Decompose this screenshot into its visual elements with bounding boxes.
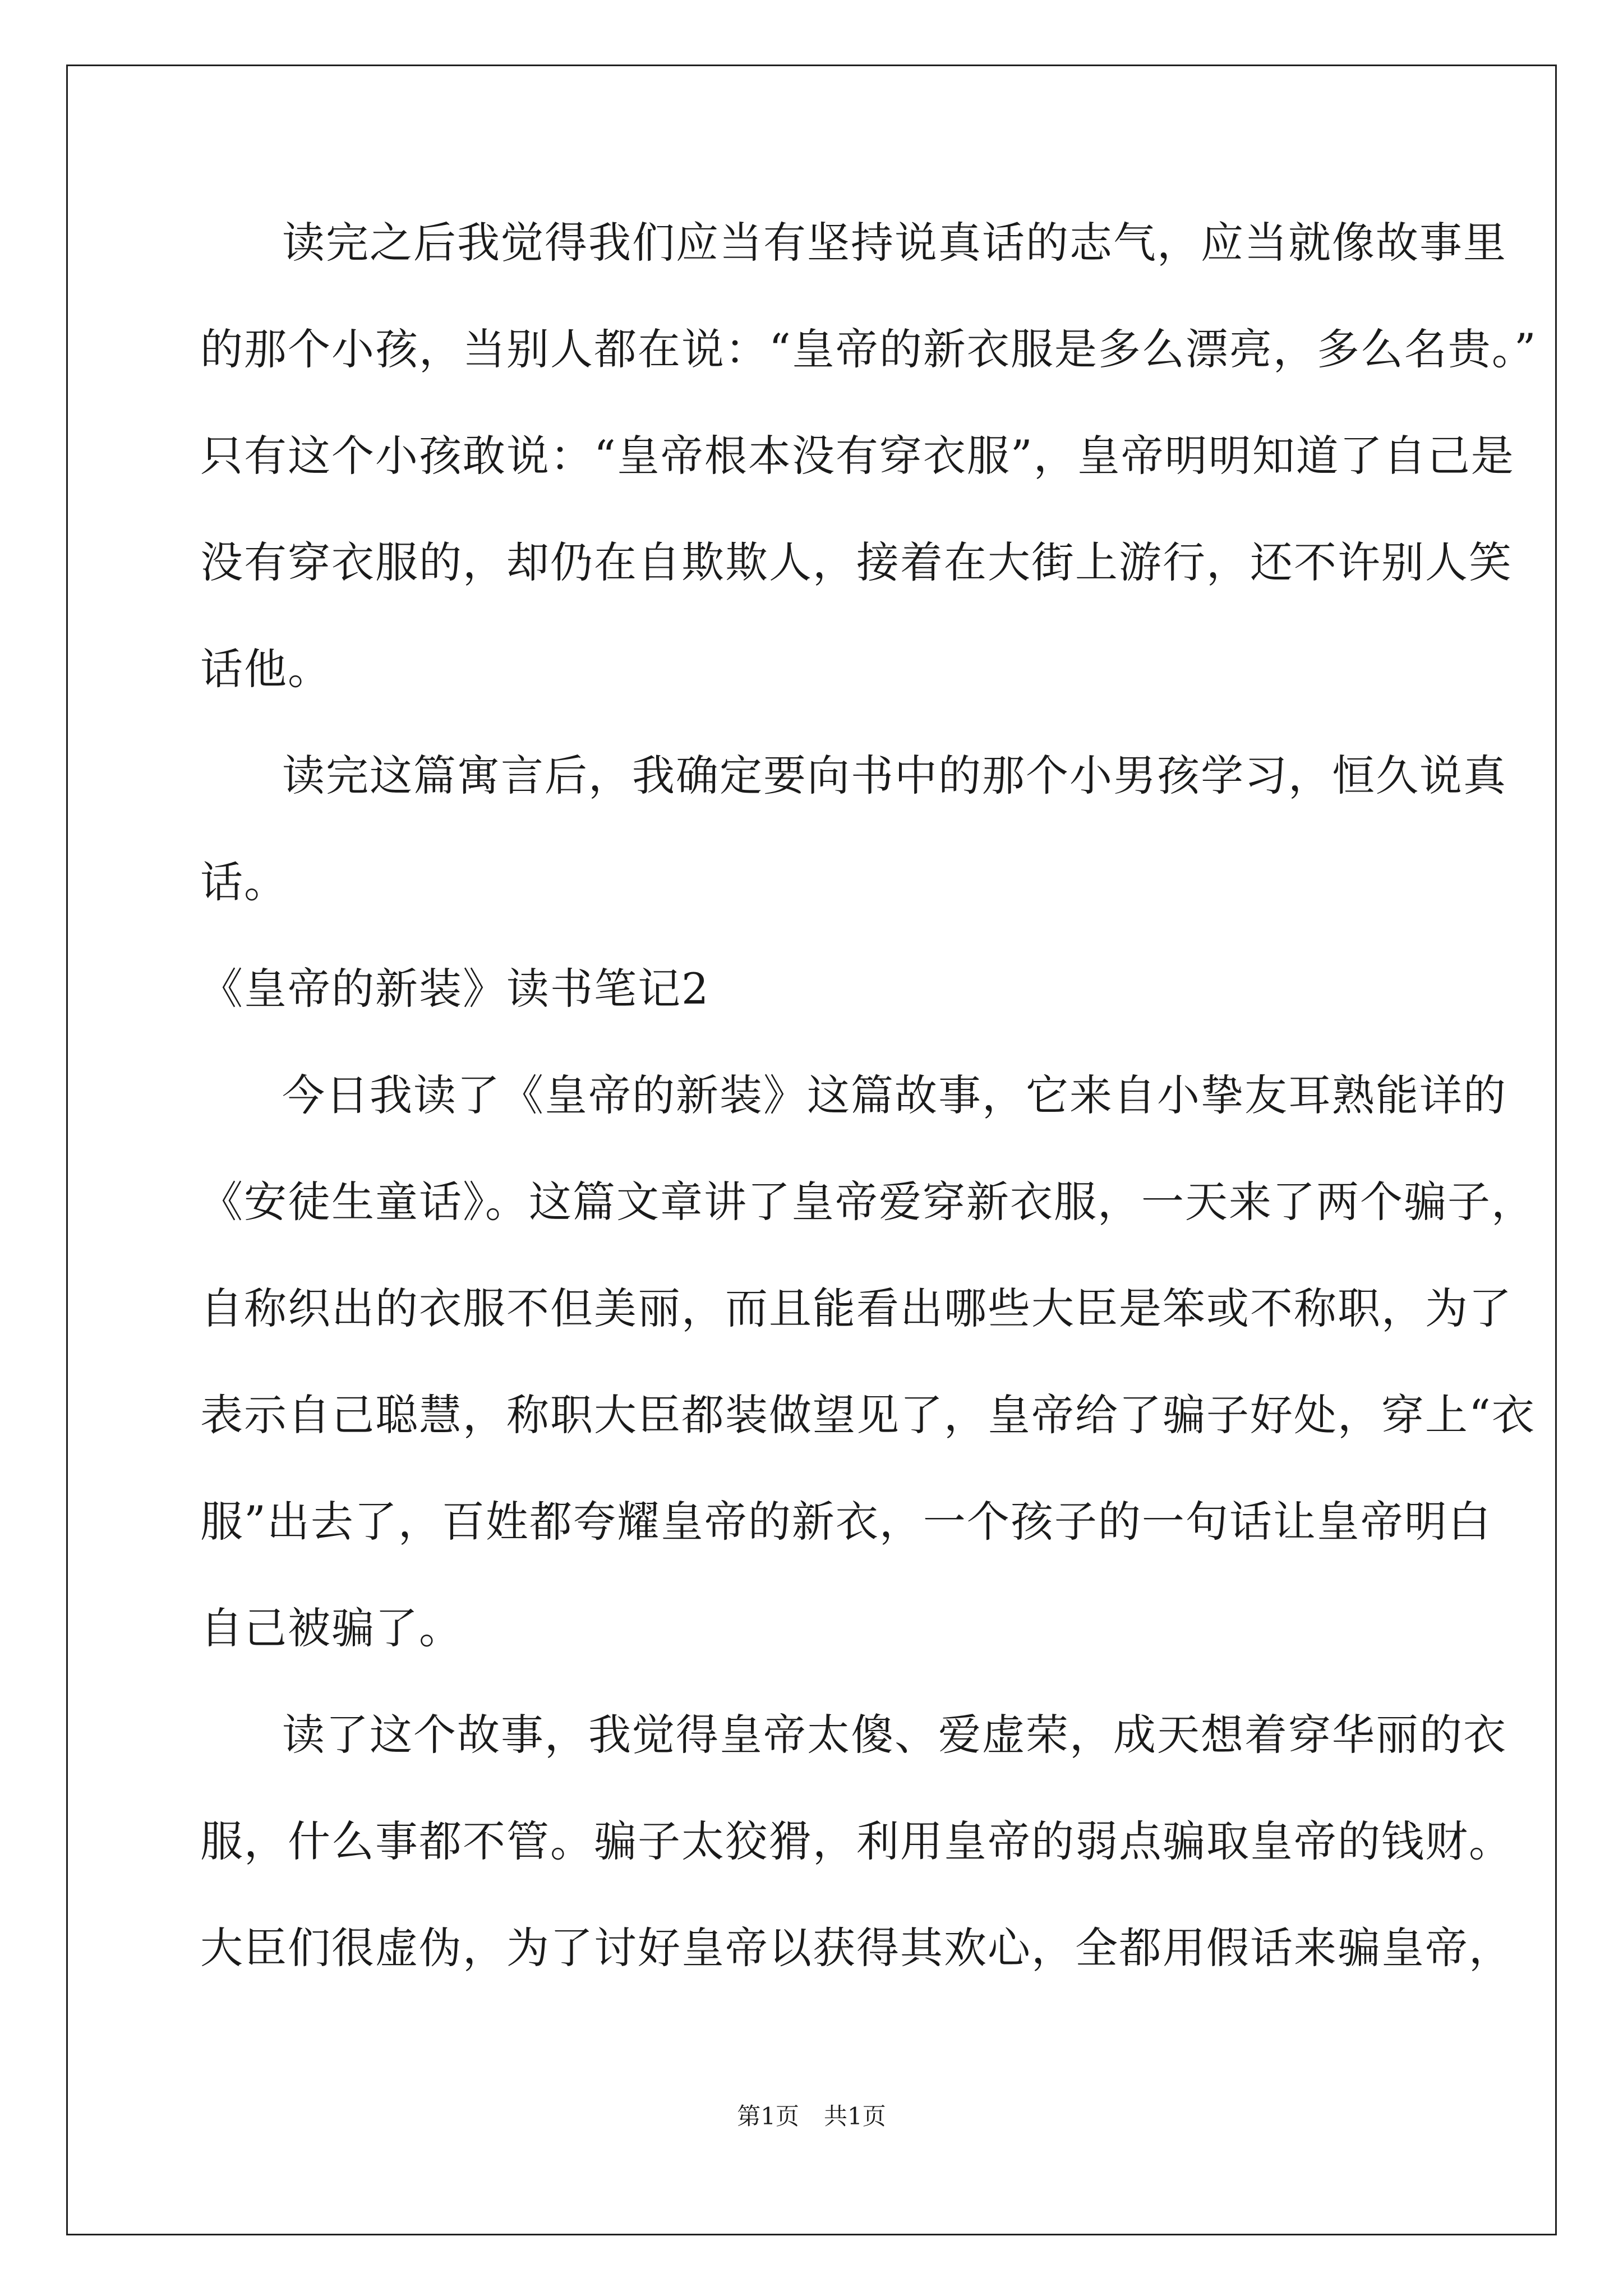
paragraph-line: 读完之后我觉得我们应当有坚持说真话的志气，应当就像故事里 xyxy=(282,218,1507,268)
paragraph-line: 大臣们很虚伪，为了讨好皇帝以获得其欢心，全都用假话来骗皇帝， xyxy=(200,1923,1513,1973)
paragraph-line: 没有穿衣服的，却仍在自欺欺人，接着在大街上游行，还不许别人笑 xyxy=(200,537,1513,587)
paragraph-line: 读了这个故事，我觉得皇帝太傻、爱虚荣，成天想着穿华丽的衣 xyxy=(282,1710,1507,1760)
paragraph-line: 《安徒生童话》。这篇文章讲了皇帝爱穿新衣服，一天来了两个骗子， xyxy=(200,1177,1535,1227)
paragraph-line: 今日我读了《皇帝的新装》这篇故事，它来自小挚友耳熟能详的 xyxy=(282,1070,1507,1120)
page-number: 第1页 xyxy=(737,2102,799,2130)
paragraph-line: 表示自己聪慧，称职大臣都装做望见了，皇帝给了骗子好处，穿上“衣 xyxy=(200,1390,1536,1440)
paragraph-line: 的那个小孩，当别人都在说：“皇帝的新衣服是多么漂亮，多么名贵。” xyxy=(200,324,1537,374)
page-total: 共1页 xyxy=(824,2102,886,2130)
paragraph-line: 话他。 xyxy=(200,644,331,694)
paragraph-line: 服”出去了，百姓都夸耀皇帝的新衣，一个孩子的一句话让皇帝明白 xyxy=(200,1497,1492,1547)
paragraph-line: 只有这个小孩敢说：“皇帝根本没有穿衣服”，皇帝明明知道了自己是 xyxy=(200,431,1515,481)
paragraph-line: 自己被骗了。 xyxy=(200,1603,463,1653)
page-footer xyxy=(0,2098,1623,2132)
paragraph-line: 服，什么事都不管。骗子太狡猾，利用皇帝的弱点骗取皇帝的钱财。 xyxy=(200,1816,1513,1866)
document-body xyxy=(200,218,1537,2033)
paragraph-line: 读完这篇寓言后，我确定要向书中的那个小男孩学习，恒久说真 xyxy=(282,751,1507,800)
paragraph-line: 话。 xyxy=(200,857,288,907)
section-heading: 《皇帝的新装》读书笔记2 xyxy=(200,964,710,1014)
paragraph-line: 自称织出的衣服不但美丽，而且能看出哪些大臣是笨或不称职，为了 xyxy=(200,1283,1513,1333)
